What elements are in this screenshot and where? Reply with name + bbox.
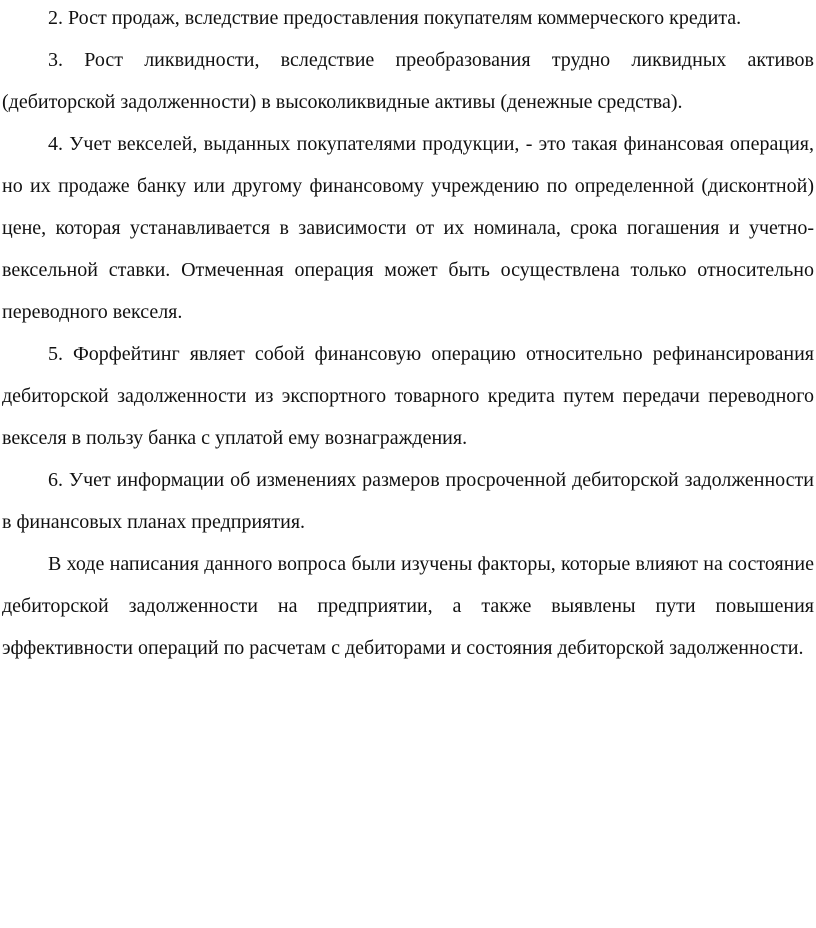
paragraph-item-5: 5. Форфейтинг являет собой финансовую операцию относительно рефинансирования дебиторской задолженности из экспортного товарного кредита путем передачи переводного векселя в пользу банка с уплатой ему вознаграждения. [2,343,814,449]
paragraph-item-2: 2. Рост продаж, вследствие предоставления покупателям коммерческого кредита. [48,7,742,29]
paragraph-item-3: 3. Рост ликвидности, вследствие преобразования трудно ликвидных активов (дебиторской задолженности) в высоколиквидные активы (денежные средства). [2,49,814,113]
paragraph-item-4: 4. Учет векселей, выданных покупателями продукции, - это такая финансовая операция, но их продаже банку или другому финансовому учреждению по определенной (дисконтной) цене, которая устанавливается в зависимости от их номинала, срока погашения и учетно-вексельной ставки. Отмеченная операция может быть осуществлена только относительно переводного векселя. [2,133,814,323]
paragraph-conclusion: В ходе написания данного вопроса были изучены факторы, которые влияют на состояние дебиторской задолженности на предприятии, а также выявлены пути повышения эффективности операций по расчетам с дебиторами и состояния дебиторской задолженности. [2,553,814,659]
paragraph-item-6: 6. Учет информации об изменениях размеров просроченной дебиторской задолженности в финансовых планах предприятия. [2,469,814,533]
